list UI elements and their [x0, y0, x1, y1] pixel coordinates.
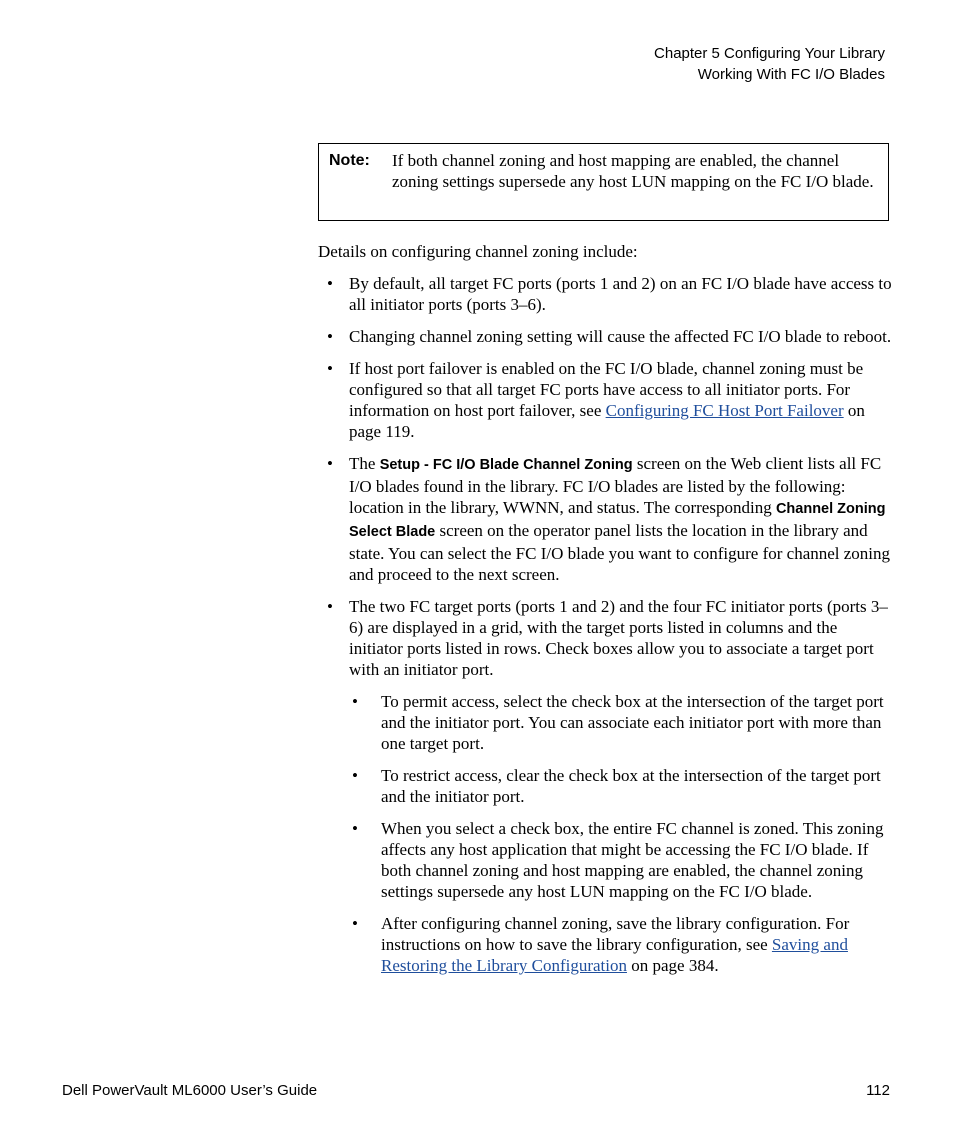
sub-bullet-text: To permit access, select the check box at the intersection of the target port and the initiator port. You can associate each initiator port with more than one target port.: [381, 692, 884, 753]
sub-bullet-text: To restrict access, clear the check box at the intersection of the target port and the initiator port.: [381, 766, 881, 806]
sub-list-item: [349, 818, 893, 902]
note-text: If both channel zoning and host mapping are enabled, the channel zoning settings supersede any host LUN mapping on the FC I/O blade.: [392, 151, 874, 191]
ui-term-channel-zoning-select-blade: Channel Zoning Select Blade: [349, 501, 886, 540]
running-header: [654, 43, 885, 85]
sub-bullet-text-suffix: on page 384.: [626, 956, 719, 975]
bullet-list: [318, 273, 893, 976]
header-section: Working With FC I/O Blades: [697, 66, 885, 83]
footer-title: Dell PowerVault ML6000 User’s Guide: [62, 1082, 318, 1099]
bullet-text: By default, all target FC ports (ports 1 and 2) on an FC I/O blade have access to all initiator ports (ports 3–6).: [349, 274, 892, 314]
sub-list-item: [349, 691, 893, 754]
page-number: 112: [866, 1082, 890, 1099]
list-item: [318, 453, 893, 585]
bullet-text: Changing channel zoning setting will cause the affected FC I/O blade to reboot.: [349, 327, 892, 346]
sub-bullet-list: [349, 691, 893, 976]
list-item: [318, 358, 893, 442]
bullet-text-suffix: on page 119.: [349, 401, 865, 441]
note-label: Note:: [329, 152, 370, 169]
sub-bullet-text: After configuring channel zoning, save the library configuration. For instructions on how to save the library configuration, see: [381, 914, 850, 954]
main-content: [318, 241, 893, 987]
note-box: [318, 143, 889, 221]
list-item: [318, 326, 893, 347]
sub-list-item: [349, 765, 893, 807]
ui-term-setup-channel-zoning: Setup - FC I/O Blade Channel Zoning: [379, 457, 633, 473]
header-chapter: Chapter 5 Configuring Your Library: [654, 45, 885, 62]
link-configuring-fc-host-port-failover[interactable]: Configuring FC Host Port Failover: [605, 401, 844, 420]
bullet-text: screen on the operator panel lists the location in the library and state. You can select the FC I/O blade you want to configure for channel zoning and proceed to the next screen.: [349, 521, 891, 584]
link-saving-and-restoring-library-configuration[interactable]: Saving and Restoring the Library Configuration: [381, 935, 848, 975]
sub-list-item: [349, 913, 893, 976]
sub-bullet-text: When you select a check box, the entire FC channel is zoned. This zoning affects any host application that might be accessing the FC I/O blade. If both channel zoning and host mapping are enabled, the channel zoning settings supersede any host LUN mapping on the FC I/O blade.: [381, 819, 884, 901]
bullet-text: The two FC target ports (ports 1 and 2) and the four FC initiator ports (ports 3–6) are displayed in a grid, with the target ports listed in columns and the initiator ports listed in rows. Check boxes allow you to associate a target port with an initiator port.: [349, 597, 888, 679]
list-item: [318, 273, 893, 315]
bullet-text: screen on the Web client lists all FC I/O blades found in the library. FC I/O blades are listed by the following: location in the library, WWNN, and status. The corresponding: [349, 454, 882, 517]
bullet-text: The: [349, 454, 380, 473]
bullet-text: If host port failover is enabled on the FC I/O blade, channel zoning must be configured so that all target FC ports have access to all initiator ports. For information on host port failover, see: [349, 359, 864, 420]
list-item: [318, 596, 893, 976]
intro-paragraph: Details on configuring channel zoning include:: [318, 242, 638, 261]
